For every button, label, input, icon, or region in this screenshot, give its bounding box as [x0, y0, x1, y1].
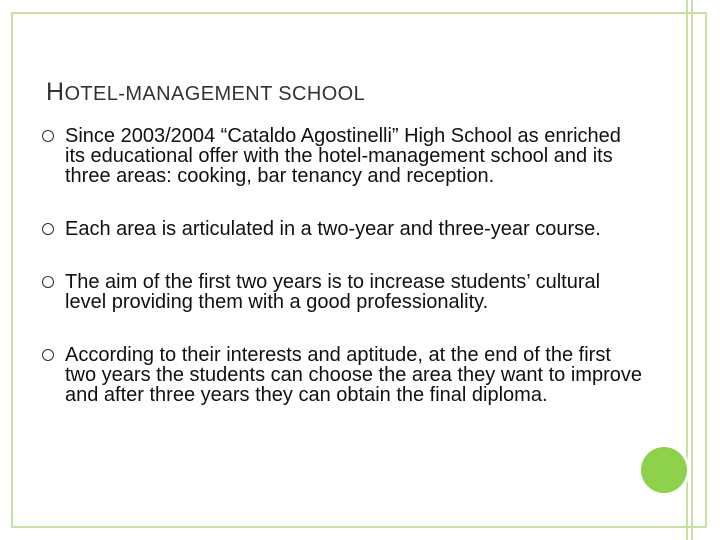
circle-bullet-icon	[42, 130, 54, 142]
circle-bullet-icon	[42, 349, 54, 361]
bullet-item	[42, 272, 642, 312]
circle-bullet-icon	[42, 223, 54, 235]
decorative-line-right	[691, 0, 693, 540]
circle-bullet-icon	[42, 276, 54, 288]
bullet-text: Each area is articulated in a two-year and three-year course.	[65, 218, 601, 240]
bullet-item	[42, 219, 642, 239]
bullet-item	[42, 126, 642, 186]
bullet-text: Since 2003/2004 “Cataldo Agostinelli” High School as enriched its educational offer with the hotel-management school and its three areas: cooking, bar tenancy and reception.	[65, 125, 621, 187]
slide-title-initial: H	[46, 78, 65, 106]
bullet-text: The aim of the first two years is to increase students’ cultural level providing them with a good professionality.	[65, 271, 601, 313]
slide-title	[46, 78, 365, 107]
decorative-line-left	[686, 0, 688, 540]
decorative-dot	[641, 447, 687, 493]
bullet-list	[42, 126, 642, 405]
slide-title-rest: OTEL-MANAGEMENT SCHOOL	[64, 83, 366, 105]
bullet-item	[42, 345, 642, 405]
bullet-text: According to their interests and aptitude, at the end of the first two years the students can choose the area they want to improve and after three years they can obtain the final diploma.	[65, 344, 642, 406]
